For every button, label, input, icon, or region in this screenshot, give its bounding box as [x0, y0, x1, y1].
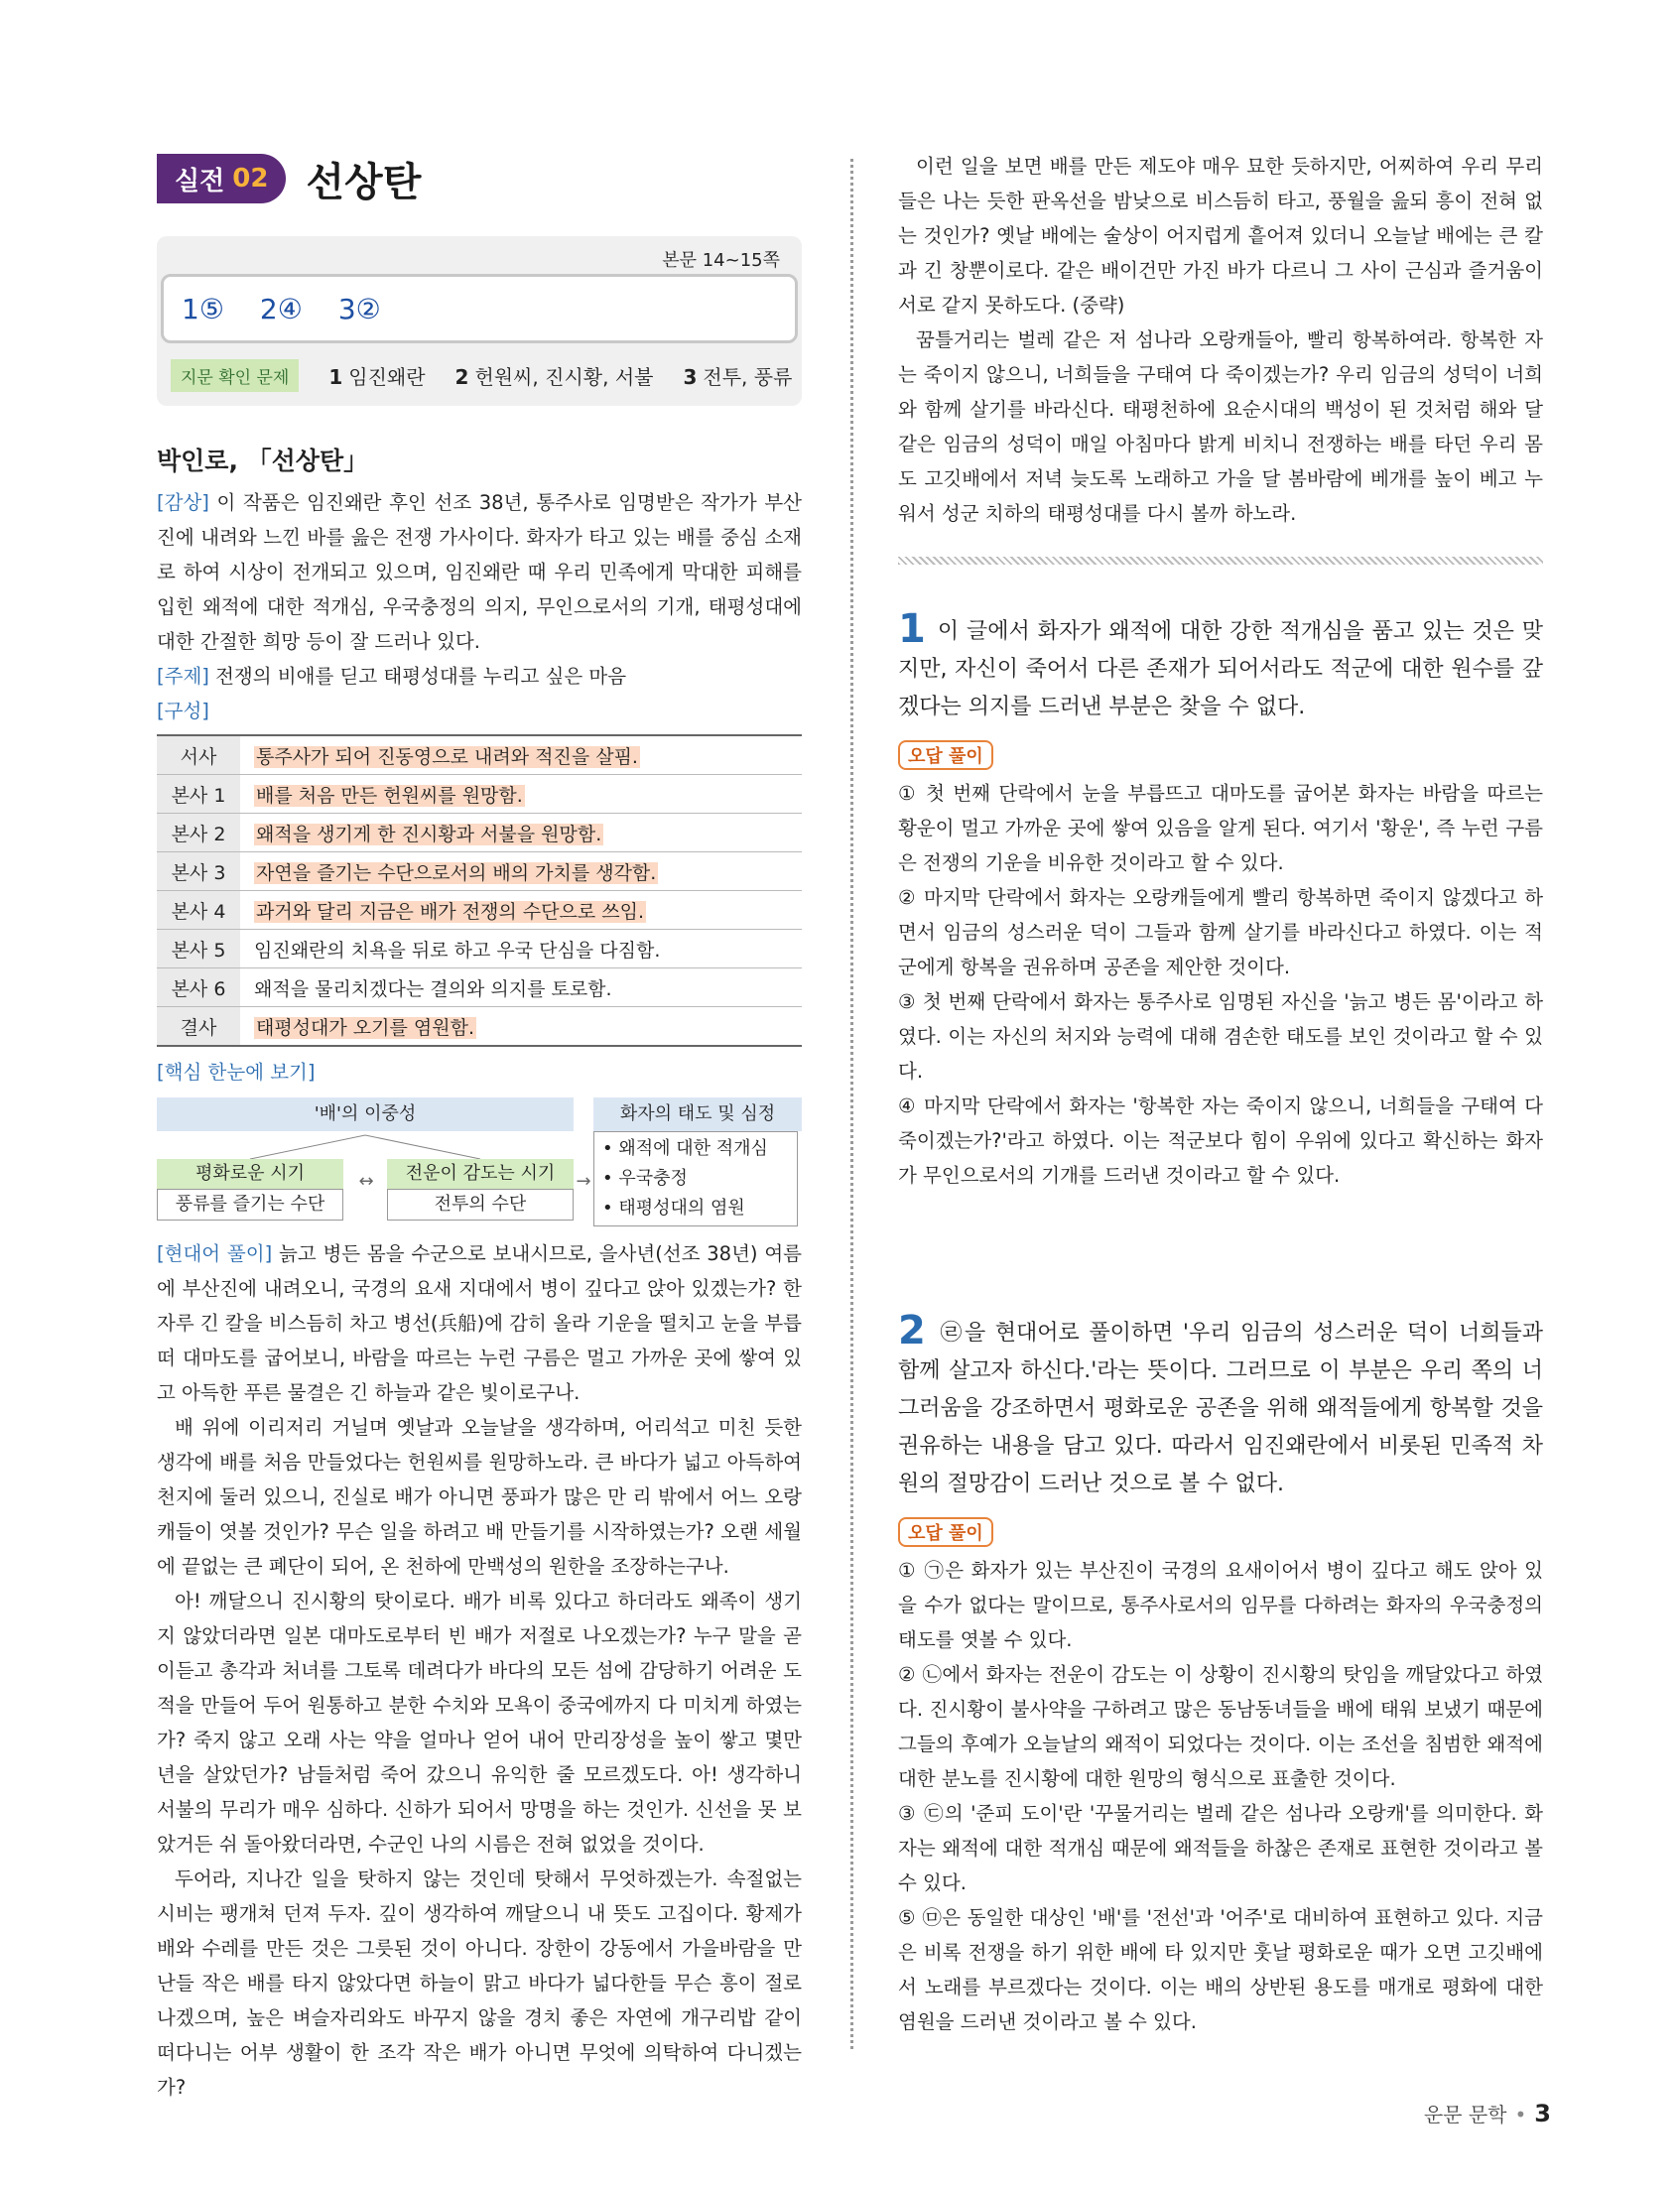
- question-text: ㉣을 현대어로 풀이하면 '우리 임금의 성스러운 덕이 너희들과 함께 살고자 하신다.'라는 뜻이다. 그러므로 이 부분은 우리 쪽의 너그러움을 강조하면서 평화로운 공존을 위해 왜적들에게 항복할 것을 권유하는 내용을 담고 있다. 따라서 임진왜란에서 비롯된 민족적 차원의 절망감이 드러난 것으로 볼 수 없다.: [898, 1321, 1543, 1496]
- check-item: 1 임진왜란: [328, 365, 426, 389]
- badge-label: 실전: [175, 166, 225, 196]
- core-diagram: [157, 1097, 802, 1236]
- page-footer: 운문 문학 • 3: [1423, 2100, 1551, 2127]
- right-paragraph-2: 꿈틀거리는 벌레 같은 저 섬나라 오랑캐들아, 빨리 항복하여라. 항복한 자는 죽이지 않으니, 너희들을 구태여 다 죽이겠는가? 우리 임금의 성덕이 너희와 함께 살기를 바라신다. 태평천하에 요순시대의 백성이 된 것처럼 해와 달 같은 임금의 성덕이 매일 아침마다 밝게 비치니 전쟁하는 배를 타던 우리 몸도 고깃배에서 저녁 늦도록 노래하고 가을 달 봄바람에 베개를 높이 베고 누워서 성군 치하의 태평성대를 다시 볼까 하노라.: [898, 328, 1543, 525]
- structure-key: 본사 2: [157, 814, 240, 852]
- section-name: 운문 문학: [1423, 2103, 1507, 2126]
- structure-row: [157, 735, 802, 775]
- gamsang-paragraph: [157, 485, 802, 659]
- left-column: [157, 149, 802, 2105]
- column-divider: [850, 159, 853, 2049]
- modern-paragraph-4: 두어라, 지나간 일을 탓하지 않는 것인데 탓해서 무엇하겠는가. 속절없는 시비는 팽개쳐 던져 두자. 깊이 생각하여 깨달으니 내 뜻도 고집이다. 황제가 배와 수레를 만든 것은 그릇된 것이 아니다. 장한이 강동에서 가을바람을 만난들 작은 배를 타지 않았다면 하늘이 맑고 바다가 넓다한들 무슨 흥이 절로 나겠으며, 높은 벼슬자리와도 바꾸지 않을 경치 좋은 자연에 개구리밥 같이 떠다니는 어부 생활이 한 조각 작은 배가 아니면 무엇에 의탁하여 다니겠는가?: [157, 1867, 802, 2099]
- peace-period: 평화로운 시기: [157, 1159, 343, 1189]
- structure-row: [157, 775, 802, 814]
- question-number: 2: [898, 1308, 926, 1353]
- answer-item: 3②: [337, 292, 381, 325]
- structure-key: 본사 6: [157, 968, 240, 1007]
- source-title: 박인로, 「선상탄」: [157, 447, 369, 475]
- section-divider: [898, 557, 1543, 565]
- structure-row: [157, 852, 802, 891]
- structure-row: [157, 968, 802, 1007]
- war-period: 전운이 감도는 시기: [387, 1159, 574, 1189]
- structure-key: 서사: [157, 735, 240, 775]
- structure-value: 과거와 달리 지금은 배가 전쟁의 수단으로 쓰임.: [240, 891, 802, 930]
- wrong-answer-tag: 오답 풀이: [898, 740, 993, 770]
- structure-row: [157, 891, 802, 930]
- attitude-list: [593, 1131, 798, 1226]
- juje-tag: [주제]: [157, 665, 209, 688]
- check-item: 2 헌원씨, 진시황, 서불: [454, 365, 654, 389]
- peace-use: 풍류를 즐기는 수단: [157, 1189, 343, 1221]
- diagram-connector: [157, 1131, 574, 1161]
- explanation-item: ⑤ ㉤은 동일한 대상인 '배'를 '전선'과 '어주'로 대비하여 표현하고 있다. 지금은 비록 전쟁을 하기 위한 배에 타 있지만 훗날 평화로운 때가 오면 고깃배에서 노래를 부르겠다는 것이다. 이는 배의 상반된 용도를 매개로 평화에 대한 염원을 드러낸 것이라고 볼 수 있다.: [898, 1906, 1543, 2033]
- double-arrow-icon: ↔: [358, 1171, 374, 1192]
- explanation-item: ④ 마지막 단락에서 화자는 '항복한 자는 죽이지 않으니, 너희들을 구태여 다 죽이겠는가?'라고 하였다. 이는 적군보다 힘이 우위에 있다고 확신하는 화자가 무인으로서의 기개를 드러낸 것이라고 할 수 있다.: [898, 1094, 1543, 1187]
- page-number: 3: [1534, 2100, 1551, 2127]
- check-tag: 지문 확인 문제: [171, 359, 299, 392]
- explanation-item: ② 마지막 단락에서 화자는 오랑캐들에게 빨리 항복하면 죽이지 않겠다고 하면서 임금의 성스러운 덕이 그들과 함께 살기를 바라신다고 하였다. 이는 적군에게 항복을 권유하며 공존을 제안한 것이다.: [898, 886, 1543, 978]
- structure-key: 본사 1: [157, 775, 240, 814]
- practice-badge: [157, 154, 286, 203]
- explanation-item: ③ 첫 번째 단락에서 화자는 통주사로 임명된 자신을 '늙고 병든 몸'이라고 하였다. 이는 자신의 처지와 능력에 대해 겸손한 태도를 보인 것이라고 할 수 있다.: [898, 990, 1543, 1083]
- wrong-answer-tag: 오답 풀이: [898, 1517, 993, 1547]
- explanation-item: ① 첫 번째 단락에서 눈을 부릅뜨고 대마도를 굽어본 화자는 바람을 따르는 황운이 멀고 가까운 곳에 쌓여 있음을 알게 된다. 여기서 '황운', 즉 누런 구름은 전쟁의 기운을 비유한 것이라고 할 수 있다.: [898, 782, 1543, 874]
- attitude-item: • 태평성대의 염원: [602, 1198, 745, 1219]
- structure-value: 자연을 즐기는 수단으로서의 배의 가치를 생각함.: [240, 852, 802, 891]
- structure-value: 왜적을 생기게 한 진시황과 서불을 원망함.: [240, 814, 802, 852]
- question-1: [898, 606, 1543, 726]
- check-item: 3 전투, 풍류: [683, 365, 793, 389]
- answer-item: 1⑤: [182, 292, 224, 325]
- modern-tag: [현대어 풀이]: [157, 1242, 273, 1265]
- work-title: 선상탄: [306, 159, 422, 205]
- right-paragraph-1: 이런 일을 보면 배를 만든 제도야 매우 묘한 듯하지만, 어찌하여 우리 무리들은 나는 듯한 판옥선을 밤낮으로 비스듬히 타고, 풍월을 읊되 흥이 전혀 없는 것인가? 옛날 배에는 술상이 어지럽게 흩어져 있더니 오늘날 배에는 큰 칼과 긴 창뿐이로다. 같은 배이건만 가진 바가 다르니 그 사이 근심과 즐거움이 서로 같지 못하도다. (중략): [898, 155, 1543, 317]
- structure-key: 본사 4: [157, 891, 240, 930]
- juje-text: 전쟁의 비애를 딛고 태평성대를 누리고 싶은 마음: [215, 665, 627, 688]
- badge-number: 02: [232, 164, 269, 193]
- structure-value: 통주사가 되어 진동영으로 내려와 적진을 살핌.: [240, 735, 802, 775]
- structure-key: 본사 5: [157, 930, 240, 968]
- explanation-item: ③ ㉢의 '준피 도이'란 '꾸물거리는 벌레 같은 섬나라 오랑캐'를 의미한다. 화자는 왜적에 대한 적개심 때문에 왜적들을 하찮은 존재로 표현한 것이라고 볼 수 있다.: [898, 1802, 1543, 1894]
- structure-value: 왜적을 물리치겠다는 결의와 의지를 토로함.: [240, 968, 802, 1007]
- attitude-item: • 우국충정: [602, 1168, 688, 1189]
- modern-paragraph-3: 아! 깨달으니 진시황의 탓이로다. 배가 비록 있다고 하더라도 왜족이 생기지 않았더라면 일본 대마도로부터 빈 배가 저절로 나오겠는가? 누구 말을 곧이듣고 총각과 처녀를 그토록 데려다가 바다의 모든 섬에 감당하기 어려운 도적을 만들어 두어 원통하고 분한 수치와 모욕이 중국에까지 다 미치게 하였는가? 죽지 않고 오래 사는 약을 얼마나 얻어 내어 만리장성을 높이 쌓고 몇만 년을 살았던가? 남들처럼 죽어 갔으니 유익한 줄 모르겠도다. 아! 생각하니 서불의 무리가 매우 심하다. 신하가 되어서 망명을 하는 것인가. 신선을 못 보았거든 쉬 돌아왔더라면, 수군인 나의 시름은 전혀 없었을 것이다.: [157, 1590, 802, 1856]
- structure-row: [157, 930, 802, 968]
- structure-value: 태평성대가 오기를 염원함.: [240, 1007, 802, 1047]
- gusung-tag: [구성]: [157, 700, 209, 722]
- gamsang-tag: [감상]: [157, 491, 209, 514]
- attitude-item: • 왜적에 대한 적개심: [602, 1138, 768, 1159]
- modern-paragraph-1: [현대어 풀이] 늙고 병든 몸을 수군으로 보내시므로, 을사년(선조 38년) 여름에 부산진에 내려오니, 국경의 요새 지대에서 병이 깊다고 앉아 있겠는가? 한 자루 긴 칼을 비스듬히 차고 병선(兵船)에 감히 올라 기운을 떨치고 눈을 부릅떠 대마도를 굽어보니, 바람을 따르는 누런 구름은 멀고 가까운 곳에 쌓여 있고 아득한 푸른 물결은 긴 하늘과 같은 빛이로구나.: [157, 1242, 802, 1404]
- page-reference: 본문 14~15쪽: [662, 250, 780, 271]
- answer-panel: [157, 236, 802, 406]
- juje-paragraph: [157, 659, 802, 694]
- question-text: 이 글에서 화자가 왜적에 대한 강한 적개심을 품고 있는 것은 맞지만, 자신이 죽어서 다른 존재가 되어서라도 적군에 대한 원수를 갚겠다는 의지를 드러낸 부분은 찾을 수 없다.: [898, 619, 1543, 719]
- explanation-item: ① ㉠은 화자가 있는 부산진이 국경의 요새이어서 병이 깊다고 해도 앉아 있을 수가 없다는 말이므로, 통주사로서의 임무를 다하려는 화자의 우국충정의 태도를 엿볼 수 있다.: [898, 1559, 1543, 1651]
- core-tag: [핵심 한눈에 보기]: [157, 1061, 316, 1084]
- attitude-title: 화자의 태도 및 심정: [593, 1097, 802, 1131]
- question-2: [898, 1308, 1543, 1503]
- structure-row: [157, 814, 802, 852]
- structure-key: 결사: [157, 1007, 240, 1047]
- answer-item: 2④: [259, 292, 303, 325]
- header: [157, 149, 802, 208]
- structure-row: [157, 1007, 802, 1047]
- war-use: 전투의 수단: [387, 1189, 574, 1221]
- structure-value: 임진왜란의 치욕을 뒤로 하고 우국 단심을 다짐함.: [240, 930, 802, 968]
- right-arrow-icon: →: [576, 1171, 591, 1192]
- modern-paragraph-2: 배 위에 이리저리 거닐며 옛날과 오늘날을 생각하며, 어리석고 미친 듯한 생각에 배를 처음 만들었다는 헌원씨를 원망하노라. 큰 바다가 넓고 아득하여 천지에 둘러 있으니, 진실로 배가 아니면 풍파가 많은 만 리 밖에서 어느 오랑캐들이 엿볼 것인가? 무슨 일을 하려고 배 만들기를 시작하였는가? 오랜 세월에 끝없는 큰 폐단이 되어, 온 천하에 만백성의 원한을 조장하는구나.: [157, 1416, 802, 1578]
- structure-key: 본사 3: [157, 852, 240, 891]
- right-column: [898, 149, 1543, 2039]
- structure-value: 배를 처음 만든 헌원씨를 원망함.: [240, 775, 802, 814]
- check-row: [161, 359, 798, 392]
- explanation-item: ② ㉡에서 화자는 전운이 감도는 이 상황이 진시황의 탓임을 깨달았다고 하였다. 진시황이 불사약을 구하려고 많은 동남동녀들을 배에 태워 보냈기 때문에 그들의 후예가 오늘날의 왜적이 되었다는 것이다. 이는 조선을 침범한 왜적에 대한 분노를 진시황에 대한 원망의 형식으로 표출한 것이다.: [898, 1663, 1543, 1790]
- structure-table: [157, 734, 802, 1047]
- question-number: 1: [898, 606, 926, 652]
- gamsang-text: 이 작품은 임진왜란 후인 선조 38년, 통주사로 임명받은 작가가 부산진에 내려와 느낀 바를 읊은 전쟁 가사이다. 화자가 타고 있는 배를 중심 소재로 하여 시상이 전개되고 있으며, 임진왜란 때 우리 민족에게 막대한 피해를 입힌 왜적에 대한 적개심, 우국충정의 의지, 무인으로서의 기개, 태평성대에 대한 간절한 희망 등이 잘 드러나 있다.: [157, 491, 803, 653]
- answer-box: [161, 274, 798, 343]
- duality-title: '배'의 이중성: [157, 1097, 574, 1131]
